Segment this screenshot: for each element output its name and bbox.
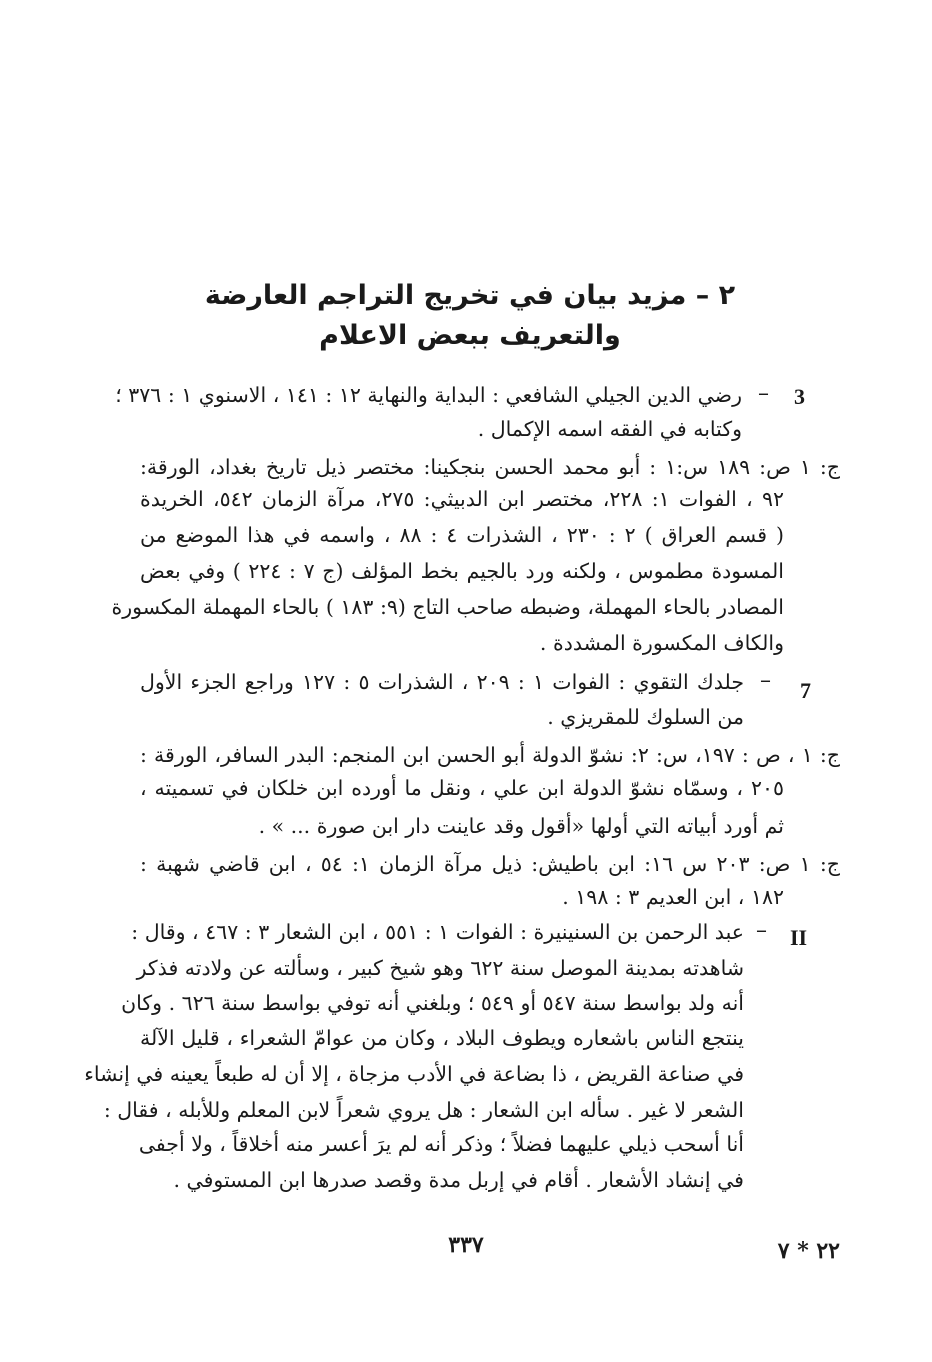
entry-line: رضي الدين الجيلي الشافعي : البداية والنهاية ١٢ : ١٤١ ، الاسنوي ١ : ٣٧٦ ؛ (115, 383, 742, 407)
entry-dash: – (760, 668, 771, 693)
entry-line: ثم أورد أبياته التي أولها «أقول وقد عاينت دار ابن صورة ... » . (258, 814, 784, 838)
entry-line: جلدك التقوي : الفوات ١ : ٢٠٩ ، الشذرات ٥ : ١٢٧ وراجع الجزء الأول (140, 670, 744, 694)
entry-line: وكتابه في الفقه اسمه الإكمال . (477, 417, 742, 441)
entry-number: II (790, 925, 808, 950)
entry-number: 3 (794, 384, 805, 409)
entry-line: أنا أسحب ذيلي عليهما فضلاً ؛ وذكر أنه لم يرَ أعسر منه أخلاقاً ، ولا أجفى (138, 1132, 744, 1156)
entry-line: والكاف المكسورة المشددة . (539, 631, 784, 655)
entry-line: عبد الرحمن بن السنينيرة : الفوات ١ : ٥٥١ ، ابن الشعار ٣ : ٤٦٧ ، وقال : (131, 920, 744, 944)
entry-dash: – (756, 918, 767, 943)
entry-number: 7 (800, 678, 811, 703)
section-heading: ٢ – مزيد بيان في تخريج التراجم العارضة والتعريف ببعض الاعلام (204, 280, 736, 351)
signature-mark: ٢٢ * ٧ (777, 1238, 840, 1264)
entry-line: المصادر بالحاء المهملة، وضبطه صاحب التاج (٩: ١٨٣ ) بالحاء المهملة المكسورة (111, 595, 784, 619)
entry-line: الشعر لا غير . سأله ابن الشعار : هل يروي شعراً لابن المعلم وللأبله ، فقال : (103, 1098, 744, 1122)
entry-line: في إنشاد الأشعار . أقام في إربل مدة وقصد صدرها ابن المستوفي . (173, 1168, 744, 1192)
entry-dash: – (758, 381, 769, 406)
entry-line: ينتجع الناس باشعاره ويطوف البلاد ، وكان من عوامّ الشعراء ، قليل الآلة (140, 1026, 744, 1050)
entry-line: في صناعة القريض ، ذا بضاعة في الأدب مزجاة ، إلا أن له طبعاً يعينه في إنشاء (84, 1062, 744, 1086)
entry-line: ج: ١ ، ص : ١٩٧، س: ٢: نشوّ الدولة أبو الحسن ابن المنجم: البدر السافر، الورقة : (140, 743, 840, 767)
entry-line: ١٨٢ ، ابن العديم ٣ : ١٩٨ . (562, 885, 784, 909)
entry-line: من السلوك للمقريزي . (547, 705, 744, 729)
entry-line: المسودة مطموس ، ولكنه ورد بالجيم بخط المؤلف (ج ٧ : ٢٢٤ ) وفي بعض (140, 559, 784, 583)
entry-line: ( قسم العراق ) ٢ : ٢٣٠ ، الشذرات ٤ : ٨٨ ، واسمه في هذا الموضع من (140, 523, 784, 547)
entry-line: ٩٢ ، الفوات ١: ٢٢٨، مختصر ابن الدبيثي: ٢٧٥، مرآة الزمان ٥٤٢، الخريدة (140, 487, 784, 511)
page-number: ٣٣٧ (448, 1232, 484, 1258)
entry-line: ٢٠٥ ، وسمّاه نشوّ الدولة ابن علي ، ونقل ما أورده ابن خلكان في تسميته ، (140, 776, 784, 800)
entry-line: ج: ١ ص: ٢٠٣ س ١٦: ابن باطيش: ذيل مرآة الزمان ١: ٥٤ ، ابن قاضي شهبة : (140, 852, 840, 876)
entry-line: ج: ١ ص: ١٨٩ س:١ : أبو محمد الحسن بنجكينا: مختصر ذيل تاريخ بغداد، الورقة: (140, 455, 840, 479)
entry-line: أنه ولد بواسط سنة ٥٤٧ أو ٥٤٩ ؛ وبلغني أنه توفي بواسط سنة ٦٢٦ . وكان (121, 991, 744, 1015)
entry-line: شاهدته بمدينة الموصل سنة ٦٢٢ وهو شيخ كبير ، وسألته عن ولادته فذكر (136, 956, 744, 980)
